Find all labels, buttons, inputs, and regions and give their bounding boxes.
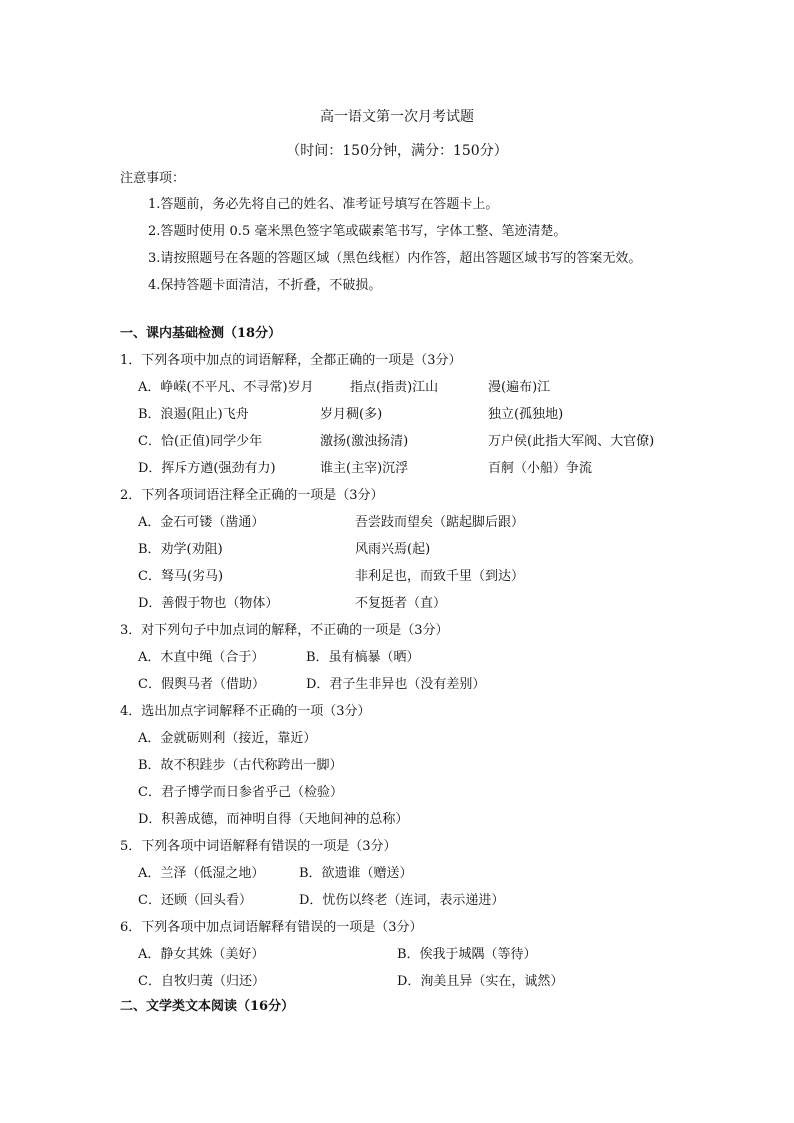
exam-title: 高一语文第一次月考试题 [320, 109, 474, 125]
option-text: B．劝学(劝阻) [138, 542, 223, 557]
option-text: D．洵美且异（实在，诚然） [397, 974, 564, 989]
question-stem: 2．下列各项词语注释全正确的一项是（3分） [120, 488, 384, 503]
option-text: C．君子博学而日参省乎己（检验） [138, 785, 343, 800]
option-text: A．木直中绳（合于） [138, 650, 265, 665]
option-text: 漫(遍布)江 [488, 380, 551, 395]
option-text: A．峥嵘(不平凡、不寻常)岁月 [138, 380, 314, 395]
question-stem: 5．下列各项中词语解释有错误的一项是（3分） [120, 839, 397, 854]
option-text: 岁月稠(多) [320, 407, 383, 422]
option-text: A．静女其姝（美好） [138, 947, 265, 962]
option-text: B．俟我于城隅（等待） [397, 947, 537, 962]
option-text: 谁主(主宰)沉浮 [320, 461, 409, 476]
section-heading: 一、课内基础检测（18分） [120, 326, 282, 341]
option-text: 不复挺者（直） [355, 596, 447, 611]
option-text: C．自牧归荑（归还） [138, 974, 265, 989]
question-stem: 1．下列各项中加点的词语解释，全都正确的一项是（3分） [120, 353, 462, 368]
exam-subtitle: （时间：150分钟，满分：150分） [286, 143, 508, 159]
option-text: C．假舆马者（借助） [138, 677, 265, 692]
question-stem: 3．对下列句子中加点词的解释，不正确的一项是（3分） [120, 623, 449, 638]
option-text: 吾尝跂而望矣（踮起脚后跟） [355, 515, 525, 530]
notice-item: 2.答题时使用 0.5 毫米黑色签字笔或碳素笔书写，字体工整、笔迹清楚。 [148, 224, 567, 239]
option-text: B．欲遗谁（赠送） [299, 866, 413, 881]
option-text: 激扬(激浊扬清) [320, 434, 409, 449]
option-text: D．忧伤以终老（连词，表示递进） [299, 893, 505, 908]
section-heading: 二、文学类文本阅读（16分） [120, 999, 295, 1014]
option-text: C．恰(正值)同学少年 [138, 434, 263, 449]
question-stem: 4．选出加点字词解释不正确的一项（3分） [120, 704, 371, 719]
option-text: D．君子生非异也（没有差别） [306, 677, 486, 692]
option-text: D．挥斥方遒(强劲有力) [138, 461, 276, 476]
option-text: 风雨兴焉(起) [355, 542, 431, 557]
notice-heading: 注意事项： [120, 171, 186, 186]
option-text: 百舸（小船）争流 [488, 461, 593, 476]
option-text: A．金石可镂（凿通） [138, 515, 265, 530]
notice-item: 4.保持答题卡面清洁，不折叠，不破损。 [148, 278, 382, 293]
option-text: 指点(指责)江山 [350, 380, 439, 395]
option-text: D．善假于物也（物体） [138, 596, 279, 611]
option-text: C．还顾（回头看） [138, 893, 252, 908]
notice-item: 1.答题前，务必先将自己的姓名、准考证号填写在答题卡上。 [148, 197, 499, 212]
option-text: 非利足也，而致千里（到达） [355, 569, 525, 584]
notice-item: 3.请按照题号在各题的答题区域（黑色线框）内作答，超出答题区域书写的答案无效。 [148, 251, 642, 266]
option-text: B．浪遏(阻止)飞舟 [138, 407, 249, 422]
question-stem: 6．下列各项中加点词语解释有错误的一项是（3分） [120, 920, 423, 935]
option-text: 万户侯(此指大军阀、大官僚) [488, 434, 655, 449]
option-text: A．兰泽（低湿之地） [138, 866, 265, 881]
option-text: A．金就砺则利（接近，靠近） [138, 731, 317, 746]
option-text: B．虽有槁暴（晒） [306, 650, 420, 665]
option-text: B．故不积跬步（古代称跨出一脚） [138, 758, 343, 773]
option-text: C．驽马(劣马) [138, 569, 224, 584]
option-text: D．积善成德，而神明自得（天地间神的总称） [138, 812, 409, 827]
option-text: 独立(孤独地) [488, 407, 564, 422]
